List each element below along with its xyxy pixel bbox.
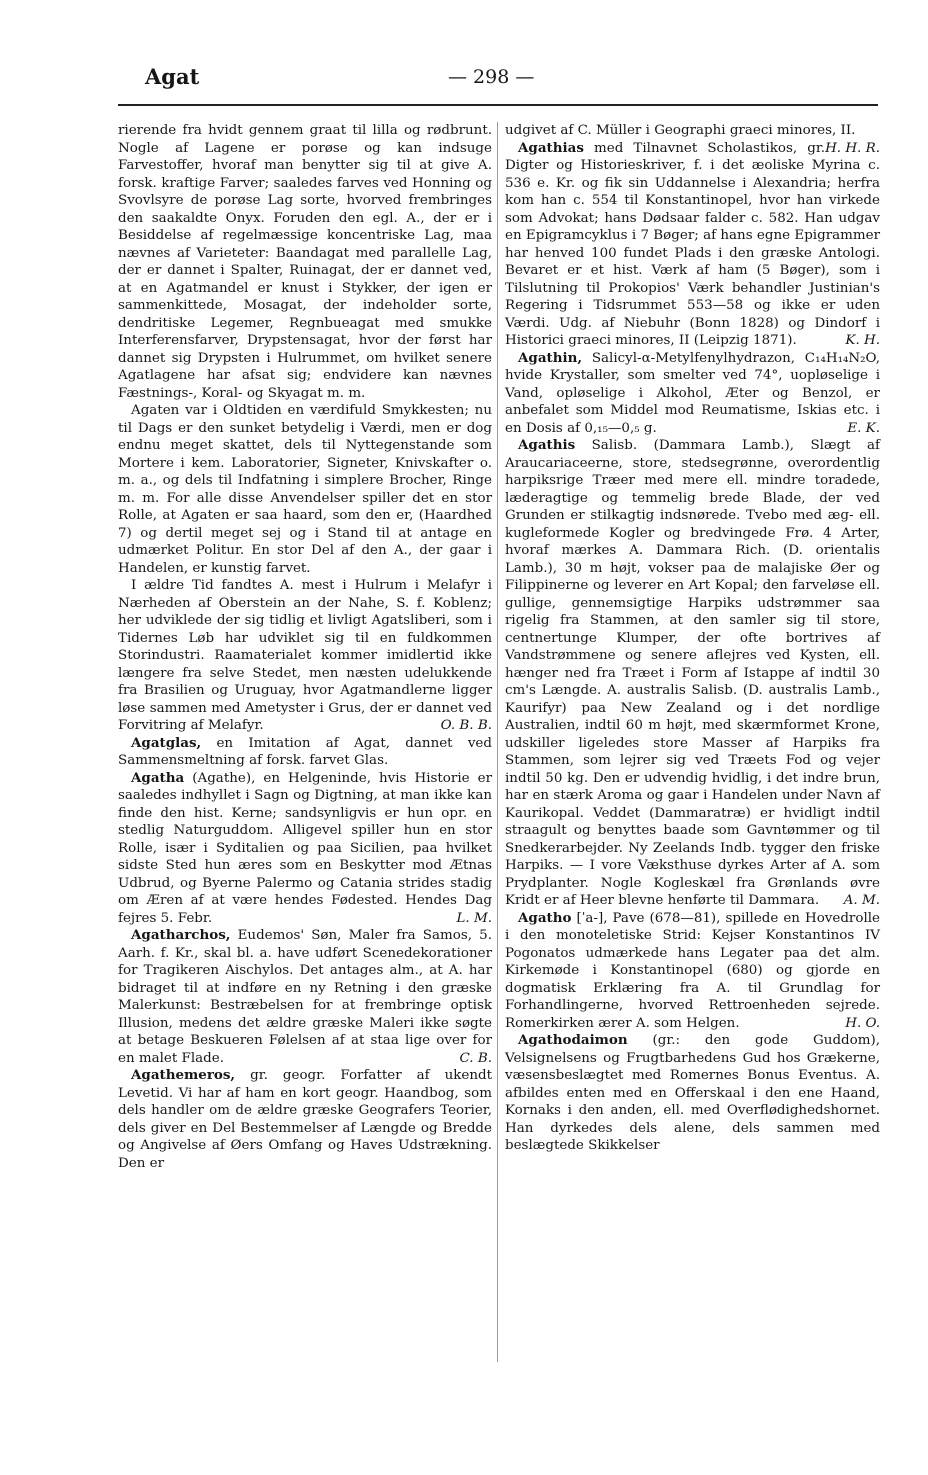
entry-text: Eudemos' Søn, Maler fra Samos, 5. Aarh. f. Kr., skal bl. a. have udført Scenedekorationer for Tragikeren Aischylos. Det antages alm., at A. har bidraget til at indføre en ny Retning i den græske Malerkunst: Bestræbelsen for at frembringe optisk Illusion, medens det ældre græske Maleri ikke søgte at betage Beskueren Følelsen af at staa lige over for en malet Flade. bbox=[118, 928, 492, 1066]
headword: Agathodaimon bbox=[518, 1032, 628, 1048]
entry-text: (gr.: den gode Guddom), Velsignelsens og Frugtbarhedens Gud hos Grækerne, væsensbeslægtet med Romernes Bonus Eventus. A. afbildes enten med en Offerskaal i den ene Haand, Kornaks i den anden, ell. med Overflødighedshornet. Han dyrkedes dels alene, dels sammen med beslægtede Skikkelser bbox=[505, 1033, 880, 1153]
entry bbox=[118, 770, 492, 928]
entry bbox=[118, 735, 492, 770]
entry bbox=[118, 927, 492, 1067]
author-signature: H. H. R. bbox=[825, 140, 880, 156]
author-signature: H. O. bbox=[845, 1015, 880, 1031]
entry-text: [ˈa-], Pave (678—81), spillede en Hovedrolle i den monoteletiske Strid: Kejser Konstantinos IV Pogonatos udmærkede hans Legater paa det alm. Kirkemøde i Konstantinopel (680) og gjorde en dogmatisk Erklæring fra A. til Grundlag for Forhandlingerne, hvorved Rettroenheden sejrede. Romerkirken ærer A. som Helgen. bbox=[505, 910, 880, 1031]
entry-text: gr. geogr. Forfatter af ukendt Levetid. Vi har af ham en kort geogr. Haandbog, som dels handler om de ældre græske Geografers Teorier, dels giver en Del Bestemmelser af Længde og Bredde og Angivelse af Øers Omfang og Haves Udstrækning. Den er bbox=[118, 1068, 492, 1171]
entry bbox=[505, 1032, 880, 1155]
entry bbox=[118, 1067, 492, 1172]
entry-text: (Agathe), en Helgeninde, hvis Historie er saaledes indhyllet i Sagn og Digtning, at man ikke kan finde den hist. Kerne; sandsynligvis er hun opr. en stedlig Naturguddom. Alligevel spiller hun en stor Rolle, især i Syditalien og paa Sicilien, paa hvilket sidste Sted hun æres som en Beskytter mod Ætnas Udbrud, og Byerne Palermo og Catania strides stadig om Æren af at være hendes Fødested. Hendes Dag fejres 5. Febr. bbox=[118, 770, 492, 926]
headword: Agathemeros, bbox=[131, 1067, 236, 1083]
paragraph-text: rierende fra hvidt gennem graat til lilla og rødbrunt. Nogle af Lagene er porøse og kan indsuge Farvestoffer, hvoraf man benytter sig til at give A. forsk. kraftige Farver; saaledes farves ved Honning og Svovlsyre de porøse Lag sorte, hvorved frembringes den saakaldte Onyx. Foruden den egl. A., der er i Besiddelse af regelmæssige koncentriske Lag, maa nævnes af Varieteter: Baandagat med parallelle Lag, der er dannet i Spalter, Ruinagat, der er dannet ved, at en Agatmandel er knust i Stykker, der igen er sammenkittede, Mosagat, der indeholder sorte, dendritiske Legemer, Regnbueagat med smukke Interferensfarver, Drypstensagat, hvor der først har dannet sig Drypsten i Hulrummet, om hvilket senere Agatlagene har afsat sig; endvidere kan nævnes Fæstnings-, Koral- og Skyagat m. m. bbox=[118, 123, 492, 401]
headword: Agathis bbox=[518, 437, 576, 453]
page-number: — 298 — bbox=[448, 66, 535, 88]
headword: Agathias bbox=[518, 139, 584, 156]
author-signature: K. H. bbox=[845, 333, 880, 348]
left-column bbox=[118, 122, 492, 1172]
page-header bbox=[0, 0, 928, 110]
author-signature: O. B. B. bbox=[440, 718, 492, 733]
author-signature: A. M. bbox=[843, 893, 880, 908]
author-signature: L. M. bbox=[456, 910, 492, 926]
author-signature: C. B. bbox=[459, 1050, 492, 1066]
entry-text: en Imitation af Agat, dannet ved Sammensmeltning af forsk. farvet Glas. bbox=[118, 735, 492, 768]
paragraph bbox=[118, 122, 492, 402]
entry bbox=[505, 910, 880, 1033]
headword: Agathin, bbox=[518, 349, 583, 366]
right-column bbox=[505, 122, 880, 1155]
header-rule bbox=[118, 104, 878, 106]
headword: Agatharchos, bbox=[131, 927, 231, 943]
entry-text: Salicyl-α-Metylfenylhydrazon, C₁₄H₁₄N₂O, hvide Krystaller, som smelter ved 74°, uopløselige i Vand, opløselige i Alkohol, Æter og Benzol, er anbefalet som Middel mod Reumatisme, Iskias etc. i en Dosis af 0,₁₅—0,₅ g. bbox=[505, 350, 880, 436]
headword: Agatha bbox=[131, 769, 185, 786]
column-divider bbox=[497, 122, 498, 1362]
paragraph-text: Agaten var i Oldtiden en værdifuld Smykkesten; nu til Dags er den sunket betydelig i Værdi, men er dog endnu meget skattet, dels til Nyttegenstande som Mortere i kem. Laboratorier, Signeter, Knivskafter o. m. a., og dels til Indfatning i simplere Brocher, Ringe m. m. For alle disse Anvendelser spiller det en stor Rolle, at Agaten er saa haard, som den er, (Haardhed 7) og dertil meget sej og i Stand til at antage en udmærket Politur. En stor Del af den A., der gaar i Handelen, er kunstig farvet. bbox=[118, 403, 492, 576]
headword: Agatho bbox=[518, 909, 572, 926]
entry bbox=[505, 437, 880, 910]
paragraph-text: I ældre Tid fandtes A. mest i Hulrum i Melafyr i Nærheden af Oberstein an der Nahe, S. f. Koblenz; her udviklede der sig tidlig et livligt Agatsliberi, som i Tidernes Løb har udviklet sig til en fuldkommen Storindustri. Raamaterialet kommer imidlertid ikke længere fra selve Stedet, men næsten udelukkende fra Brasilien og Uruguay, hvor Agatmandlerne ligger løse sammen med Ametyster i Grus, der er dannet ved Forvitring af Melafyr. bbox=[118, 578, 492, 733]
entry bbox=[505, 350, 880, 438]
entry bbox=[505, 140, 880, 350]
entry-text: med Tilnavnet Scholastikos, gr. Digter og Historieskriver, f. i det æoliske Myrina c. 536 e. Kr. og fik sin Uddannelse i Alexandria; herfra kom han c. 554 til Konstantinopel, hvor han virkede som Advokat; hans Dødsaar falder c. 582. Han udgav en Epigramcyklus i 7 Bøger; af hans egne Epigrammer har henved 100 fundet Plads i den græske Antologi. Bevaret er et hist. Værk af ham (5 Bøger), som i Tilslutning til Prokopios' Værk behandler Justinian's Regering i Tidsrummet 553—58 og ikke er uden Værdi. Udg. af Niebuhr (Bonn 1828) og Dindorf i Historici graeci minores, II (Leipzig 1871). bbox=[505, 140, 880, 348]
paragraph-text: udgivet af C. Müller i Geographi graeci minores, II. bbox=[505, 123, 856, 138]
entry-text: Salisb. (Dammara Lamb.), Slægt af Araucariaceerne, store, stedsegrønne, overordentlig harpiksrige Træer med mere ell. mindre toradede, læderagtige og temmelig brede Blade, der ved Grunden er stilkagtig indsnørede. Tvebo med æg- ell. kugleformede Kogler og bredvingede Frø. 4 Arter, hvoraf mærkes A. Dammara Rich. (D. orientalis Lamb.), 30 m højt, vokser paa de malajiske Øer og Filippinerne og leverer en Art Kopal; den farveløse ell. gullige, gennemsigtige Harpiks udstrømmer saa rigelig fra Stammen, at den samler sig til store, centnertunge Klumper, der ofte bortrives af Vandstrømmene og senere aflejres ved Kysten, ell. hænger ned fra Træet i Form af Istappe af indtil 30 cm's Længde. A. australis Salisb. (D. australis Lamb., Kaurifyr) paa New Zealand og i det nordlige Australien, indtil 60 m højt, med skærmformet Krone, udskiller ligeledes store Masser af Harpiks fra Stammen, som lejrer sig ved Træets Fod og vejer indtil 50 kg. Den er udvendig hvidlig, i det indre brun, har en stærk Aroma og gaar i Handelen under Navn af Kaurikopal. Veddet (Dammaratræ) er hvidligt indtil straagult og benyttes baade som Gavntømmer og til Snedkerarbejder. Ny Zeelands Indb. tygger den friske Harpiks. — I vore Væksthuse dyrkes Arter af A. som Prydplanter. Nogle Kogleskæl fra Grønlands øvre Kridt er af Heer blevne henførte til Dammara. bbox=[505, 438, 880, 908]
paragraph bbox=[118, 577, 492, 735]
running-head-word: Agat bbox=[145, 64, 200, 89]
headword: Agatglas, bbox=[131, 734, 202, 751]
paragraph bbox=[118, 402, 492, 577]
author-signature: E. K. bbox=[847, 420, 880, 436]
